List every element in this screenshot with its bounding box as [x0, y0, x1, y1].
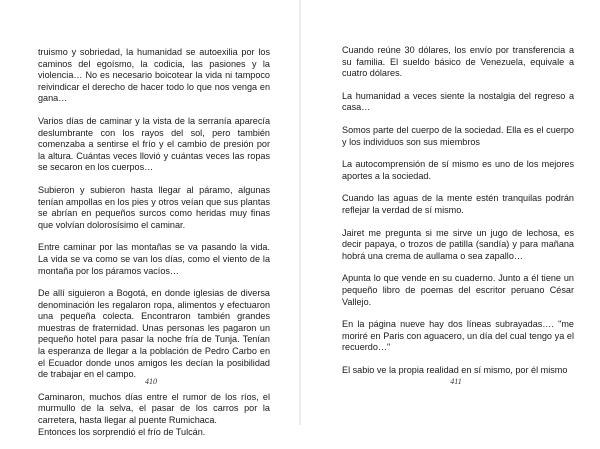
paragraph: Varios días de caminar y la vista de la serranía aparecía deslumbrante con los rayos del sol, pero también comenzaba a sentirse el frío y el cambio de presión por la altura. Cuántas veces llovió y cuántas veces las ropas se secaron en los cuerpos…	[38, 115, 270, 173]
paragraph: Apunta lo que vende en su cuaderno. Junto a él tiene un pequeño libro de poemas del escritor peruano César Vallejo.	[342, 273, 574, 307]
page-number: 411	[450, 377, 462, 386]
paragraph: Caminaron, muchos días entre el rumor de los ríos, el murmullo de la selva, el pasar de los carros por la carretera, hasta llegar al puente Rumichaca.	[38, 391, 270, 426]
paragraph: La humanidad a veces siente la nostalgia del regreso a casa…	[342, 90, 574, 113]
paragraph: De allí siguieron a Bogotá, en donde iglesias de diversa denominación les regalaron ropa, alimentos y efectuaron una pequeña colecta. Encontraron también grandes muestras de fraternidad. Unas personas les pagaron un pequeño hotel para pasar la noche fría de Tunja. Tenían la esperanza de llegar a la población de Pedro Carbo en el Ecuador donde unos amigos les decían la posibilidad de trabajar en el campo.	[38, 288, 270, 380]
paragraph: Jairet me pregunta si me sirve un jugo de lechosa, es decir papaya, o trozos de patilla (sandía) y para mañana hobrá una crema de aullama o sea zapallo…	[342, 227, 574, 261]
left-page	[0, 0, 300, 437]
paragraph: Somos parte del cuerpo de la sociedad. Ella es el cuerpo y los individuos son sus miembros	[342, 124, 574, 147]
paragraph: Entre caminar por las montañas se va pasando la vida. La vida se va como se van los días, como el viento de la montaña por los páramos vacíos…	[38, 242, 270, 276]
paragraph: Subieron y subieron hasta llegar al páramo, algunas tenían ampollas en los pies y otros veían que sus plantas se abrían en pequeños surcos como heridas muy finas que volvían dolorosísimo el caminar.	[38, 184, 270, 230]
right-page-text	[342, 45, 574, 387]
page-number: 410	[145, 377, 157, 386]
left-page-text	[38, 47, 270, 449]
paragraph: En la página nueve hay dos líneas subrayadas…. "me moriré en Paris con aguacero, un día del cual tengo ya el recuerdo…"	[342, 319, 574, 353]
paragraph: Entonces los sorprendió el frío de Tulcán.	[38, 426, 206, 437]
paragraph: Cuando reúne 30 dólares, los envío por transferencia a su familia. El sueldo básico de Venezuela, equivale a cuatro dólares.	[342, 45, 574, 79]
paragraph: Cuando las aguas de la mente estén tranquilas podrán reflejar la verdad de sí mismo.	[342, 193, 574, 215]
right-page	[300, 0, 600, 425]
paragraph: El sabio ve la propia realidad en sí mismo, por él mismo	[342, 364, 568, 375]
paragraph: La autocomprensión de sí mismo es uno de los mejores aportes a la sociedad.	[342, 159, 574, 181]
paragraph: truismo y sobriedad, la humanidad se autoexilia por los caminos del egoísmo, la codicia, las pasiones y la violencia… No es necesario boicotear la vida ni tampoco reivindicar el derecho de hacer todo lo que nos venga en gana…	[38, 47, 270, 104]
